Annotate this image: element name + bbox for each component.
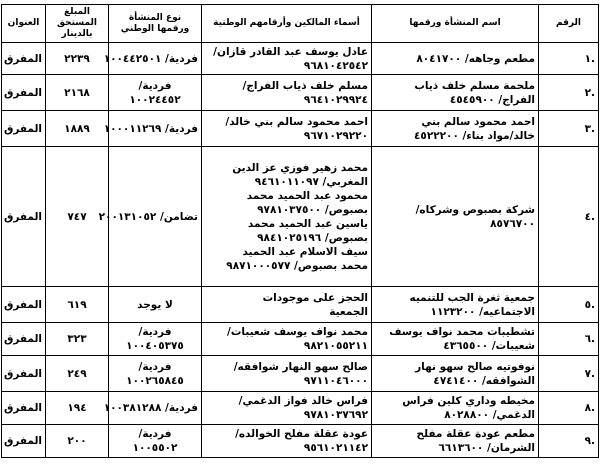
row-index: .٥: [539, 287, 599, 323]
establishment-cell: [372, 392, 539, 425]
establishment-cell-line: الفراج/ ٤٥٤٥٩٠٠: [449, 93, 535, 106]
table-row: [2, 323, 599, 356]
establishment-cell-line: الشرمان/ ٦٦١٣٦٠٠: [438, 442, 535, 454]
address-cell: المفرق: [2, 111, 46, 147]
type-cell-line: فردية/ ١٠٠٤٤٢٥٠١: [103, 52, 198, 65]
type-cell-line: ١٠٠٢٤٤٥٢: [129, 93, 181, 106]
owners-cell-line: محمود عبد الحميد محمد: [246, 189, 368, 202]
amount-cell: ١٨٨٩: [46, 111, 109, 147]
header-amount: المبلغ المستحق بالدينار: [46, 5, 109, 43]
owners-cell: [202, 75, 372, 111]
establishment-cell-line: شركة بصبوص وشركاه/: [415, 203, 535, 216]
address-cell: المفرق: [2, 43, 46, 75]
establishment-cell: [372, 147, 539, 287]
type-cell-line: ١٠٠٢٦٥٨٤٥: [126, 374, 184, 387]
type-cell: [98, 147, 202, 287]
type-cell-line: فردية/: [138, 428, 172, 440]
establishment-cell-line: ملحمة مسلم خلف ذياب: [414, 79, 535, 92]
establishment-cell: [372, 43, 539, 75]
table-header-row: [2, 5, 599, 43]
header-owners: أسماء المالكين وأرقامهم الوطنية: [202, 5, 372, 43]
type-cell-line: فردية/: [138, 326, 172, 338]
establishment-cell-line: الشوافقه/ ٤٧٤١٤٠٠: [433, 374, 535, 387]
owners-cell-line: ٩٦٤١٠٢٩٩٢٤: [303, 93, 368, 106]
type-cell: [103, 111, 202, 147]
amount-cell: ٢٢٣٩: [46, 43, 109, 75]
owners-cell: [202, 425, 372, 458]
owners-cell-line: محمد بصبوص/ ٩٨٧١٠٠٠٥٧٧: [226, 259, 368, 272]
type-cell: [109, 425, 202, 458]
owners-cell-line: ٩٦٧١٠٢٩٢٢٠: [303, 129, 368, 142]
table-row: [2, 111, 599, 147]
establishment-cell-line: نوفوتيه صالح سهو نهار: [415, 360, 535, 373]
establishment-cell: [372, 323, 539, 356]
row-index: .٧: [539, 356, 599, 392]
table-row: [2, 356, 599, 392]
owners-cell: [202, 111, 372, 147]
type-cell: [103, 43, 202, 75]
amount-cell: ٢١٦٨: [46, 75, 109, 111]
owners-cell-line: فراس خالد فواز الدغمي/: [238, 395, 368, 407]
row-index: .٩: [539, 425, 599, 458]
owners-cell-line: ٩٧١١٠٤٦٠٠٠: [303, 374, 368, 387]
row-index: .٤: [539, 147, 599, 287]
owners-cell-line: محمد زهير فوزي عز الدين: [232, 161, 368, 174]
establishment-cell: [372, 111, 539, 147]
address-cell: المفرق: [2, 392, 46, 425]
type-cell: [109, 323, 202, 356]
type-cell-line: فردية/ ١٠٠٠١١٢٦٩: [103, 122, 198, 135]
header-establishment: اسم المنشأة ورقمها: [372, 5, 539, 43]
establishment-cell-line: مخيطه وداري كلين فراس: [402, 395, 535, 407]
owners-cell-line: صالح سهو النهار شوافقه/: [233, 360, 368, 373]
row-index: .٨: [539, 392, 599, 425]
address-cell: المفرق: [2, 356, 46, 392]
owners-cell-line: سيف الاسلام عبد الحميد: [242, 245, 368, 258]
establishment-cell-line: شعيبات/ ٤٣٦٥٥٠٠: [443, 340, 535, 352]
establishment-cell-line: تشطيبات محمد نواف يوسف: [389, 326, 535, 338]
owners-cell-line: ياسين عبد الحميد محمد: [247, 217, 368, 230]
amount-cell: ٦١٩: [46, 287, 109, 323]
row-index: .١: [539, 43, 599, 75]
address-cell: المفرق: [2, 323, 46, 356]
establishment-cell: [372, 287, 539, 323]
table-row: [2, 425, 599, 458]
establishment-cell: [372, 75, 539, 111]
owners-cell-line: ٩٨٢١٠٥٥٢١١: [303, 340, 368, 352]
owners-cell-line: ٩٧٨١٠٣٧٦٩٢: [303, 409, 368, 421]
table-body: [2, 43, 599, 458]
owners-cell-line: المغربي/ ٩٤٦١٠١١٠٩٧: [254, 175, 368, 188]
row-index: .٣: [539, 111, 599, 147]
amount-cell: ٧٤٧: [46, 147, 109, 287]
owners-cell-line: مسلم خلف ذياب الفراج/: [242, 79, 368, 92]
owners-cell-line: بصبوص/ ٩٧٨١٠٣٧٥٠٠: [257, 203, 368, 216]
type-cell-line: فردية/: [138, 360, 172, 373]
establishment-cell-line: مطعم عودة عقلة مفلح: [416, 428, 535, 440]
owners-cell-line: بصبوص/ ٩٨٤١٠٢٥١٩٦: [257, 231, 368, 244]
debt-register-table: [1, 4, 599, 458]
establishment-cell-line: احمد محمود سالم بني: [421, 115, 535, 128]
owners-cell-line: محمد نواف يوسف شعيبات/: [227, 326, 368, 338]
header-type: نوع المنشأة ورقمها الوطني: [109, 5, 202, 43]
row-index: .٢: [539, 75, 599, 111]
type-cell-line: فردية/: [138, 79, 172, 92]
type-cell: [109, 356, 202, 392]
address-cell: المفرق: [2, 147, 46, 287]
establishment-cell-line: جمعية ثغرة الجب للتنميه: [409, 291, 535, 304]
owners-cell-line: احمد محمود سالم بني خالد/: [225, 115, 368, 128]
establishment-cell: [372, 356, 539, 392]
owners-cell-line: عودة عقلة مفلح الخوالده/: [235, 428, 368, 440]
table-row: [2, 392, 599, 425]
row-index: .٦: [539, 323, 599, 356]
owners-cell-line: الجمعية: [329, 305, 368, 318]
table-row: [2, 43, 599, 75]
type-cell-line: لا يوجد: [137, 298, 173, 311]
type-cell-line: ١٠٠٤٠٥٣٧٥: [126, 340, 184, 352]
owners-cell: [202, 43, 372, 75]
establishment-cell-line: مطعم وجاهه/ ٨٠٤١٧٠٠: [416, 52, 535, 65]
owners-cell: [202, 287, 372, 323]
table-row: [2, 75, 599, 111]
table-row: [2, 287, 599, 323]
establishment-cell: [372, 425, 539, 458]
owners-cell-line: ٩٥٦١٠٢١١٤٢: [303, 442, 368, 454]
amount-cell: ١٩٤: [46, 392, 109, 425]
header-address: العنوان: [2, 5, 46, 43]
address-cell: المفرق: [2, 425, 46, 458]
establishment-cell-line: ٨٥٧٦٧٠٠: [490, 217, 535, 230]
amount-cell: ٢٤٩: [46, 356, 109, 392]
owners-cell: [202, 147, 372, 287]
establishment-cell-line: خالد/مواد بناء/ ٤٥٢٢٢٠٠: [414, 129, 535, 142]
table-row: [2, 147, 599, 287]
type-cell: [109, 75, 202, 111]
header-index: الرقم: [539, 5, 599, 43]
amount-cell: ٢٠٠: [46, 425, 109, 458]
amount-cell: ٣٢٣: [46, 323, 109, 356]
type-cell-line: تضامن/ ٢٠٠١٣١٠٥٢: [98, 210, 198, 223]
establishment-cell-line: الدغمي/ ٨٠٢٨٨٠٠: [444, 409, 535, 421]
owners-cell: [202, 323, 372, 356]
owners-cell: [202, 356, 372, 392]
address-cell: المفرق: [2, 287, 46, 323]
owners-cell-line: عادل يوسف عبد القادر قازان/: [213, 45, 368, 58]
owners-cell: [202, 392, 372, 425]
address-cell: المفرق: [2, 75, 46, 111]
establishment-cell-line: الاجتماعيه/ ١١٢٣٢٠٠: [430, 305, 535, 318]
owners-cell-line: ٩٦٨١٠٤٢٥٤٢: [303, 59, 368, 72]
type-cell-line: ١٠٠٥٥٠٢: [132, 442, 178, 454]
type-cell: [103, 392, 202, 425]
type-cell: [109, 287, 202, 323]
type-cell-line: فردية/ ١٠٠٣٨١٢٨٨: [103, 402, 198, 414]
owners-cell-line: الحجز على موجودات: [262, 291, 368, 304]
